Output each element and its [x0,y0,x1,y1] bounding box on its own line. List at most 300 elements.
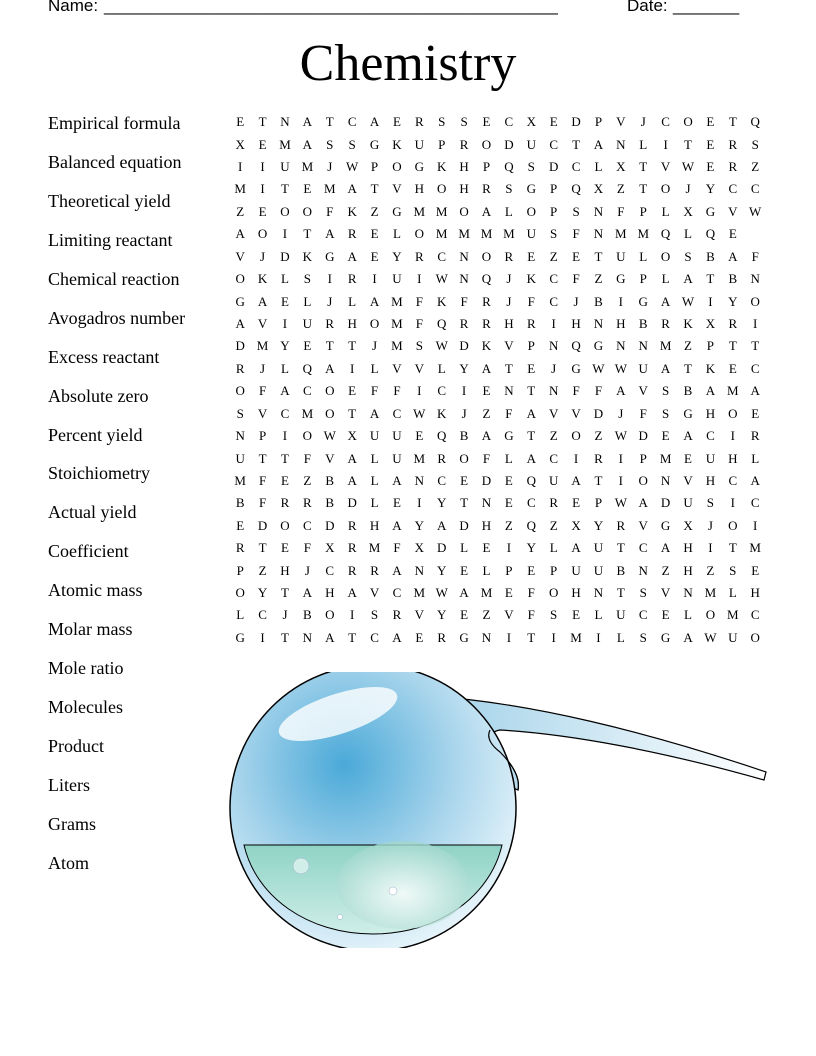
grid-letter[interactable]: A [683,428,693,444]
grid-letter[interactable]: A [683,271,693,287]
grid-letter[interactable]: H [481,517,492,533]
grid-letter[interactable]: A [302,136,313,152]
grid-letter[interactable]: A [683,629,693,645]
grid-letter[interactable]: F [303,540,311,556]
grid-letter[interactable]: S [706,495,715,511]
grid-letter[interactable]: V [548,405,559,421]
grid-letter[interactable]: G [526,181,536,197]
grid-letter[interactable]: N [593,316,604,331]
grid-letter[interactable]: Z [482,405,491,421]
grid-letter[interactable]: C [392,405,402,421]
grid-letter[interactable]: P [438,136,446,152]
grid-letter[interactable]: W [435,271,448,287]
grid-letter[interactable]: Z [594,271,603,287]
grid-letter[interactable]: R [370,562,379,578]
grid-letter[interactable]: Y [437,495,447,511]
grid-letter[interactable]: E [728,360,737,376]
grid-letter[interactable]: T [728,540,737,556]
grid-letter[interactable]: T [258,114,267,130]
grid-letter[interactable]: E [281,293,289,309]
grid-letter[interactable]: F [258,383,267,399]
grid-letter[interactable]: R [750,428,760,444]
grid-letter[interactable]: G [660,629,671,645]
grid-letter[interactable]: E [549,114,558,130]
grid-letter[interactable]: F [527,607,535,623]
grid-letter[interactable]: O [414,226,425,242]
grid-letter[interactable]: M [391,316,403,331]
grid-letter[interactable]: N [414,562,425,578]
grid-letter[interactable]: E [482,540,491,556]
grid-letter[interactable]: L [370,472,379,488]
grid-letter[interactable]: C [549,271,558,287]
grid-letter[interactable]: L [639,136,648,152]
grid-letter[interactable]: Y [526,540,536,556]
grid-letter[interactable]: W [435,585,448,601]
grid-letter[interactable]: Z [370,203,379,219]
grid-letter[interactable]: G [638,293,648,309]
grid-letter[interactable]: O [526,203,536,219]
grid-letter[interactable]: E [281,472,289,488]
grid-letter[interactable]: J [551,360,557,376]
grid-letter[interactable]: E [482,383,491,399]
grid-letter[interactable]: E [415,428,424,444]
grid-letter[interactable]: E [482,114,491,130]
grid-letter[interactable]: O [548,585,559,601]
grid-letter[interactable]: N [548,383,559,399]
grid-letter[interactable]: I [573,450,579,466]
grid-letter[interactable]: F [326,203,334,219]
grid-letter[interactable]: O [750,293,760,309]
grid-letter[interactable]: M [391,338,403,354]
grid-letter[interactable]: X [571,517,581,533]
grid-letter[interactable]: W [346,159,359,175]
grid-letter[interactable]: M [570,629,582,645]
grid-letter[interactable]: B [683,383,693,399]
grid-letter[interactable]: A [660,293,671,309]
grid-letter[interactable]: R [482,293,491,309]
grid-letter[interactable]: U [548,472,559,488]
grid-letter[interactable]: T [684,136,692,152]
grid-letter[interactable]: C [571,159,581,175]
grid-letter[interactable]: R [280,495,290,511]
grid-letter[interactable]: T [751,338,760,354]
grid-letter[interactable]: H [571,585,581,601]
grid-letter[interactable]: L [482,562,491,578]
grid-letter[interactable]: O [437,181,447,197]
grid-letter[interactable]: R [728,316,738,331]
grid-letter[interactable]: L [684,226,692,242]
grid-letter[interactable]: G [369,136,380,152]
grid-letter[interactable]: L [639,248,648,264]
grid-letter[interactable]: U [526,226,536,242]
grid-letter[interactable]: A [302,114,313,130]
grid-letter[interactable]: I [260,629,265,645]
grid-letter[interactable]: F [460,293,468,309]
grid-letter[interactable]: L [437,360,446,376]
grid-letter[interactable]: L [751,450,760,466]
grid-letter[interactable]: I [417,495,422,511]
grid-letter[interactable]: U [593,562,604,578]
grid-letter[interactable]: F [258,472,267,488]
grid-letter[interactable]: P [706,338,715,354]
grid-letter[interactable]: G [235,629,245,645]
grid-letter[interactable]: G [593,338,604,354]
grid-letter[interactable]: R [235,540,245,556]
grid-letter[interactable]: W [413,405,426,421]
grid-letter[interactable]: C [750,495,760,511]
grid-letter[interactable]: T [527,428,536,444]
grid-letter[interactable]: F [303,450,311,466]
grid-letter[interactable]: G [392,203,402,219]
grid-letter[interactable]: E [661,428,670,444]
grid-letter[interactable]: O [571,428,581,444]
grid-letter[interactable]: L [281,360,289,376]
grid-letter[interactable]: L [504,203,513,219]
grid-letter[interactable]: B [325,472,335,488]
grid-letter[interactable]: A [280,383,290,399]
grid-letter[interactable]: B [459,428,469,444]
grid-letter[interactable]: C [728,472,738,488]
grid-letter[interactable]: R [414,248,424,264]
grid-letter[interactable]: V [660,159,671,175]
grid-letter[interactable]: P [639,271,647,287]
grid-letter[interactable]: Q [660,226,671,242]
grid-letter[interactable]: L [661,271,670,287]
grid-letter[interactable]: E [236,517,245,533]
grid-letter[interactable]: Z [616,181,625,197]
grid-letter[interactable]: O [392,159,402,175]
grid-letter[interactable]: R [459,136,469,152]
grid-letter[interactable]: Q [705,226,716,242]
grid-letter[interactable]: C [303,383,312,399]
grid-letter[interactable]: I [708,293,713,309]
grid-letter[interactable]: R [347,271,357,287]
grid-letter[interactable]: V [414,607,425,623]
grid-letter[interactable]: I [618,450,623,466]
grid-letter[interactable]: M [480,585,493,601]
grid-letter[interactable]: I [238,159,243,175]
grid-letter[interactable]: C [549,136,558,152]
grid-letter[interactable]: V [235,248,245,264]
grid-letter[interactable]: N [616,338,626,354]
grid-letter[interactable]: E [527,248,536,264]
grid-letter[interactable]: M [234,181,246,197]
grid-letter[interactable]: A [660,540,671,556]
grid-letter[interactable]: Y [414,517,425,533]
grid-letter[interactable]: C [526,495,536,511]
grid-letter[interactable]: T [527,629,536,645]
grid-letter[interactable]: S [415,338,423,354]
grid-letter[interactable]: C [638,607,648,623]
grid-letter[interactable]: I [596,629,601,645]
grid-letter[interactable]: F [482,450,491,466]
grid-letter[interactable]: Q [526,517,536,533]
grid-letter[interactable]: G [459,629,469,645]
grid-letter[interactable]: C [750,181,760,197]
grid-letter[interactable]: D [459,517,469,533]
grid-letter[interactable]: R [303,495,312,511]
grid-letter[interactable]: X [235,136,245,152]
grid-letter[interactable]: M [727,607,739,623]
grid-letter[interactable]: H [280,562,290,578]
grid-letter[interactable]: U [369,428,380,444]
grid-letter[interactable]: E [504,472,513,488]
grid-letter[interactable]: O [280,203,290,219]
grid-letter[interactable]: M [256,338,269,354]
grid-letter[interactable]: M [368,540,381,556]
grid-letter[interactable]: M [704,585,717,601]
grid-letter[interactable]: E [460,472,469,488]
grid-letter[interactable]: K [302,248,313,264]
grid-letter[interactable]: G [660,517,671,533]
grid-letter[interactable]: E [572,607,581,623]
grid-letter[interactable]: O [280,517,290,533]
grid-letter[interactable]: S [370,607,379,623]
grid-letter[interactable]: K [437,405,447,421]
grid-letter[interactable]: N [414,472,425,488]
grid-letter[interactable]: H [369,517,380,533]
grid-letter[interactable]: A [481,428,492,444]
grid-letter[interactable]: B [235,495,245,511]
grid-letter[interactable]: U [616,607,626,623]
grid-letter[interactable]: L [684,607,692,623]
grid-letter[interactable]: L [594,607,603,623]
grid-letter[interactable]: N [683,585,693,601]
grid-letter[interactable]: S [326,136,334,152]
grid-letter[interactable]: C [750,607,760,623]
grid-letter[interactable]: F [415,316,423,331]
grid-letter[interactable]: B [706,248,715,264]
grid-letter[interactable]: G [325,248,335,264]
grid-letter[interactable]: O [235,383,245,399]
grid-letter[interactable]: J [260,360,266,376]
grid-letter[interactable]: L [661,203,670,219]
grid-letter[interactable]: E [572,495,581,511]
grid-letter[interactable]: D [280,248,290,264]
grid-letter[interactable]: O [302,203,313,219]
grid-letter[interactable]: M [391,293,403,309]
grid-letter[interactable]: E [706,114,715,130]
grid-letter[interactable]: S [348,136,356,152]
grid-letter[interactable]: D [481,472,492,488]
grid-letter[interactable]: N [593,203,604,219]
grid-letter[interactable]: L [348,293,357,309]
grid-letter[interactable]: D [347,495,357,511]
grid-letter[interactable]: W [592,360,605,376]
grid-letter[interactable]: V [257,316,268,331]
grid-letter[interactable]: Y [392,248,402,264]
grid-letter[interactable]: C [437,383,447,399]
grid-letter[interactable]: O [705,607,716,623]
grid-letter[interactable]: T [460,495,469,511]
grid-letter[interactable]: O [638,472,648,488]
grid-letter[interactable]: R [549,495,558,511]
grid-letter[interactable]: R [437,450,447,466]
grid-letter[interactable]: N [750,271,760,287]
grid-letter[interactable]: I [417,271,422,287]
grid-letter[interactable]: Y [280,338,290,354]
grid-letter[interactable]: C [437,248,447,264]
grid-letter[interactable]: V [504,338,514,354]
grid-letter[interactable]: E [527,360,536,376]
grid-letter[interactable]: X [683,203,693,219]
grid-letter[interactable]: U [526,136,536,152]
grid-letter[interactable]: I [618,293,623,309]
grid-letter[interactable]: A [728,248,738,264]
grid-letter[interactable]: O [257,226,268,242]
grid-letter[interactable]: L [370,450,379,466]
grid-letter[interactable]: P [527,338,535,354]
grid-letter[interactable]: N [593,226,604,242]
grid-letter[interactable]: Q [437,316,447,331]
grid-letter[interactable]: D [593,405,604,421]
grid-letter[interactable]: E [392,495,401,511]
grid-letter[interactable]: Z [504,517,513,533]
grid-letter[interactable]: D [638,428,648,444]
grid-letter[interactable]: O [369,316,380,331]
grid-letter[interactable]: C [728,181,738,197]
grid-letter[interactable]: P [639,203,647,219]
grid-letter[interactable]: L [504,450,513,466]
grid-letter[interactable]: I [551,316,556,331]
grid-letter[interactable]: O [325,383,335,399]
grid-letter[interactable]: C [303,517,312,533]
grid-letter[interactable]: A [750,472,760,488]
grid-letter[interactable]: C [325,562,335,578]
grid-letter[interactable]: P [258,428,267,444]
grid-letter[interactable]: U [705,450,716,466]
grid-letter[interactable]: L [616,629,625,645]
grid-letter[interactable]: M [279,136,291,152]
grid-letter[interactable]: K [705,360,716,376]
grid-letter[interactable]: E [751,405,760,421]
grid-letter[interactable]: S [751,136,759,152]
grid-letter[interactable]: A [369,405,380,421]
grid-letter[interactable]: Y [459,360,469,376]
grid-letter[interactable]: I [260,181,265,197]
grid-letter[interactable]: J [372,338,378,354]
grid-letter[interactable]: W [614,428,627,444]
grid-letter[interactable]: H [750,585,760,601]
grid-letter[interactable]: R [414,114,424,130]
grid-letter[interactable]: E [392,114,401,130]
grid-letter[interactable]: U [571,562,581,578]
grid-letter[interactable]: D [235,338,245,354]
grid-letter[interactable]: U [392,271,402,287]
grid-letter[interactable]: E [303,338,312,354]
grid-letter[interactable]: S [550,607,558,623]
grid-letter[interactable]: H [414,181,425,197]
grid-letter[interactable]: H [705,405,716,421]
grid-letter[interactable]: S [572,203,580,219]
grid-letter[interactable]: M [301,405,314,421]
grid-letter[interactable]: M [659,450,672,466]
grid-letter[interactable]: D [459,338,469,354]
grid-letter[interactable]: O [728,405,738,421]
grid-letter[interactable]: S [460,114,468,130]
grid-letter[interactable]: P [550,181,558,197]
grid-letter[interactable]: Q [526,472,536,488]
grid-letter[interactable]: U [638,360,648,376]
grid-letter[interactable]: F [527,293,535,309]
grid-letter[interactable]: H [616,316,626,331]
grid-letter[interactable]: B [728,271,738,287]
grid-letter[interactable]: B [303,607,312,623]
grid-letter[interactable]: N [459,248,469,264]
grid-letter[interactable]: C [549,450,558,466]
grid-letter[interactable]: I [730,428,735,444]
grid-letter[interactable]: H [683,540,693,556]
grid-letter[interactable]: F [393,540,401,556]
grid-letter[interactable]: A [526,450,536,466]
grid-letter[interactable]: U [392,428,402,444]
grid-letter[interactable]: S [550,226,558,242]
grid-letter[interactable]: Y [437,562,447,578]
grid-letter[interactable]: A [347,248,357,264]
grid-letter[interactable]: F [572,226,580,242]
grid-letter[interactable]: K [257,271,268,287]
grid-letter[interactable]: L [236,607,245,623]
grid-letter[interactable]: X [593,181,604,197]
grid-letter[interactable]: Z [661,562,670,578]
grid-letter[interactable]: R [482,181,491,197]
grid-letter[interactable]: H [347,316,357,331]
grid-letter[interactable]: W [614,360,627,376]
grid-letter[interactable]: C [370,629,379,645]
grid-letter[interactable]: T [258,540,267,556]
grid-letter[interactable]: D [548,159,559,175]
grid-letter[interactable]: O [459,450,469,466]
grid-letter[interactable]: O [750,629,760,645]
grid-letter[interactable]: N [235,428,245,444]
grid-letter[interactable]: A [347,450,357,466]
grid-letter[interactable]: E [370,226,379,242]
grid-letter[interactable]: U [392,450,402,466]
grid-letter[interactable]: A [325,629,335,645]
grid-letter[interactable]: C [347,114,357,130]
grid-letter[interactable]: U [683,495,693,511]
grid-letter[interactable]: H [571,316,581,331]
grid-letter[interactable]: I [461,383,467,399]
grid-letter[interactable]: A [593,136,604,152]
grid-letter[interactable]: O [481,136,492,152]
grid-letter[interactable]: P [505,562,513,578]
grid-letter[interactable]: A [347,472,357,488]
grid-letter[interactable]: Y [437,607,447,623]
grid-letter[interactable]: I [753,316,758,331]
grid-letter[interactable]: A [571,540,581,556]
grid-letter[interactable]: V [414,360,425,376]
grid-letter[interactable]: N [638,338,648,354]
grid-letter[interactable]: W [323,428,336,444]
grid-letter[interactable]: S [639,585,647,601]
grid-letter[interactable]: Y [705,181,716,197]
grid-letter[interactable]: U [302,316,313,331]
grid-letter[interactable]: E [504,495,513,511]
grid-letter[interactable]: I [349,360,355,376]
grid-letter[interactable]: M [323,181,336,197]
grid-letter[interactable]: F [527,585,535,601]
grid-letter[interactable]: J [618,405,624,421]
grid-letter[interactable]: J [282,607,288,623]
grid-letter[interactable]: U [280,159,290,175]
grid-letter[interactable]: P [550,562,558,578]
grid-letter[interactable]: X [683,517,693,533]
grid-letter[interactable]: L [594,159,603,175]
grid-letter[interactable]: M [435,226,448,242]
grid-letter[interactable]: T [281,585,289,601]
grid-letter[interactable]: Y [593,517,604,533]
